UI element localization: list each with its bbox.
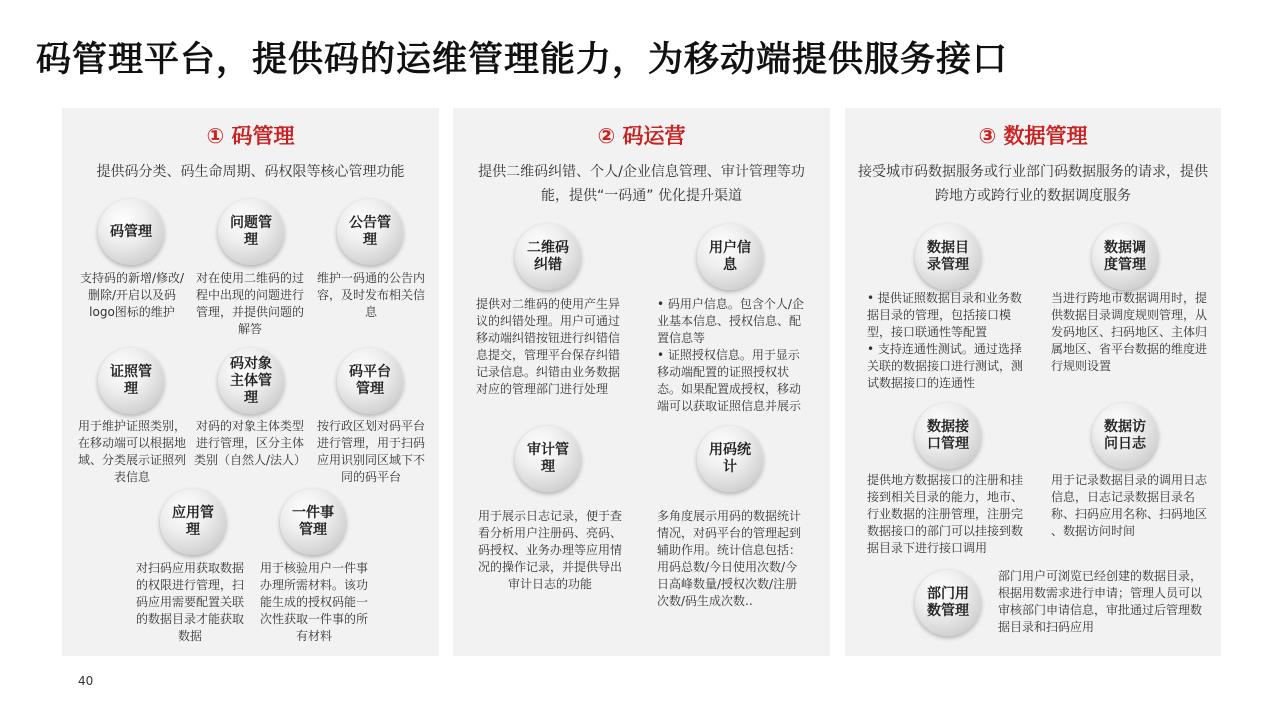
code-subject-management-text: 对码的对象主体类型进行管理，区分主体类别（自然人/法人）	[194, 419, 307, 467]
dept-data-usage-management-text: 部门用户可浏览已经创建的数据目录，根据用数需求进行申请；管理人员可以审核部门申请信息，审批通过后管理数据目录和扫码应用	[998, 569, 1203, 634]
notice-management-badge: 公告管理	[337, 199, 403, 265]
usage-statistics-text: 多角度展示用码的数据统计情况，对码平台的管理起到辅助作用。统计信息包括：用码总数/今日使用次数/今日高峰数量/授权次数/注册次数/码生成次数..	[657, 509, 802, 608]
usage-statistics-badge: 用码统计	[697, 426, 763, 492]
panel-heading: ② 码运营	[597, 124, 686, 148]
license-management-badge: 证照管理	[98, 348, 164, 414]
qr-correction-badge: 二维码纠错	[515, 224, 581, 290]
one-thing-management-text: 用于核验用户一件事办理所需材料。该功能生成的授权码能一次性获取一件事的所有材料	[259, 561, 368, 643]
code-management-badge: 码管理	[98, 199, 164, 265]
code-platform-management-badge: 码平台管理	[337, 348, 403, 414]
audit-management-badge: 审计管理	[515, 426, 581, 492]
panel-heading: ① 码管理	[206, 124, 295, 148]
panel-description: 提供二维码纠错、个人/企业信息管理、审计管理等功能，提供“一码通” 优化提升渠道	[478, 164, 805, 204]
panel-description: 提供码分类、码生命周期、码权限等核心管理功能	[96, 164, 405, 180]
issue-management-badge: 问题管理	[218, 199, 284, 265]
app-management-text: 对扫码应用获取数据的权限进行管理，扫码应用需要配置关联的数据目录才能获取数据	[135, 561, 244, 643]
notice-management-text: 维护一码通的公告内容，及时发布相关信息	[316, 271, 425, 319]
code-platform-management-text: 按行政区划对码平台进行管理，用于扫码应用识别同区域下不同的码平台	[316, 419, 425, 484]
panel-heading: ③ 数据管理	[978, 124, 1088, 148]
data-interface-management-badge: 数据接口管理	[915, 403, 981, 469]
data-dispatch-management-text: 当进行跨地市数据调用时，提供数据目录调度规则管理，从发码地区、扫码地区、主体归属地区、省平台数据的维度进行规则设置	[1051, 291, 1208, 373]
data-catalog-management-badge: 数据目录管理	[915, 224, 981, 290]
user-info-badge: 用户信息	[697, 224, 763, 290]
code-management-text: 支持码的新增/修改/删除/开启以及码logo图标的维护	[79, 271, 185, 319]
panel-code-operation	[453, 108, 830, 656]
data-access-log-badge: 数据访问日志	[1092, 403, 1158, 469]
qr-correction-text: 提供对二维码的使用产生异议的纠错处理。用户可通过移动端纠错按钮进行纠错信息提交，管理平台保存纠错记录信息。纠错由业务数据对应的管理部门进行处理	[476, 297, 621, 396]
app-management-badge: 应用管理	[160, 489, 226, 555]
panel-code-management	[62, 108, 439, 656]
audit-management-text: 用于展示日志记录，便于查看分析用户注册码、亮码、码授权、业务办理等应用情况的操作记录，并提供导出审计日志的功能	[477, 509, 622, 591]
data-access-log-text: 用于记录数据目录的调用日志信息，日志记录数据目录名称、扫码应用名称、扫码地区 、数据访问时间	[1051, 473, 1208, 538]
data-interface-management-text: 提供地方数据接口的注册和挂接到相关目录的能力，地市、行业数据的注册管理，注册完数据接口的部门可以挂接到数据目录下进行接口调用	[867, 473, 1024, 555]
code-subject-management-badge: 码对象主体管理	[218, 348, 284, 414]
data-catalog-management-text: • 提供证照数据目录和业务数据目录的管理，包括接口模型，接口联通性等配置 • 支持连通性测试。通过选择关联的数据接口进行测试，测试数据接口的连通性	[867, 291, 1024, 390]
panel-data-management	[845, 108, 1221, 656]
page-number: 40	[78, 674, 94, 688]
license-management-text: 用于维护证照类别，在移动端可以根据地域、分类展示证照列表信息	[77, 419, 186, 484]
issue-management-text: 对在使用二维码的过程中出现的问题进行管理，并提供问题的解答	[195, 271, 304, 336]
dept-data-usage-management-badge: 部门用数管理	[915, 570, 981, 636]
panel-description: 接受城市码数据服务或行业部门码数据服务的请求，提供跨地方或跨行业的数据调度服务	[858, 164, 1208, 204]
one-thing-management-badge: 一件事管理	[280, 489, 346, 555]
page-title: 码管理平台，提供码的运维管理能力，为移动端提供服务接口	[36, 40, 1009, 80]
data-dispatch-management-badge: 数据调度管理	[1092, 224, 1158, 290]
user-info-text: • 码用户信息。包含个人/企业基本信息、授权信息、配置信息等 • 证照授权信息。用于显示移动端配置的证照授权状态。如果配置成授权，移动端可以获取证照信息并展示	[657, 297, 804, 413]
